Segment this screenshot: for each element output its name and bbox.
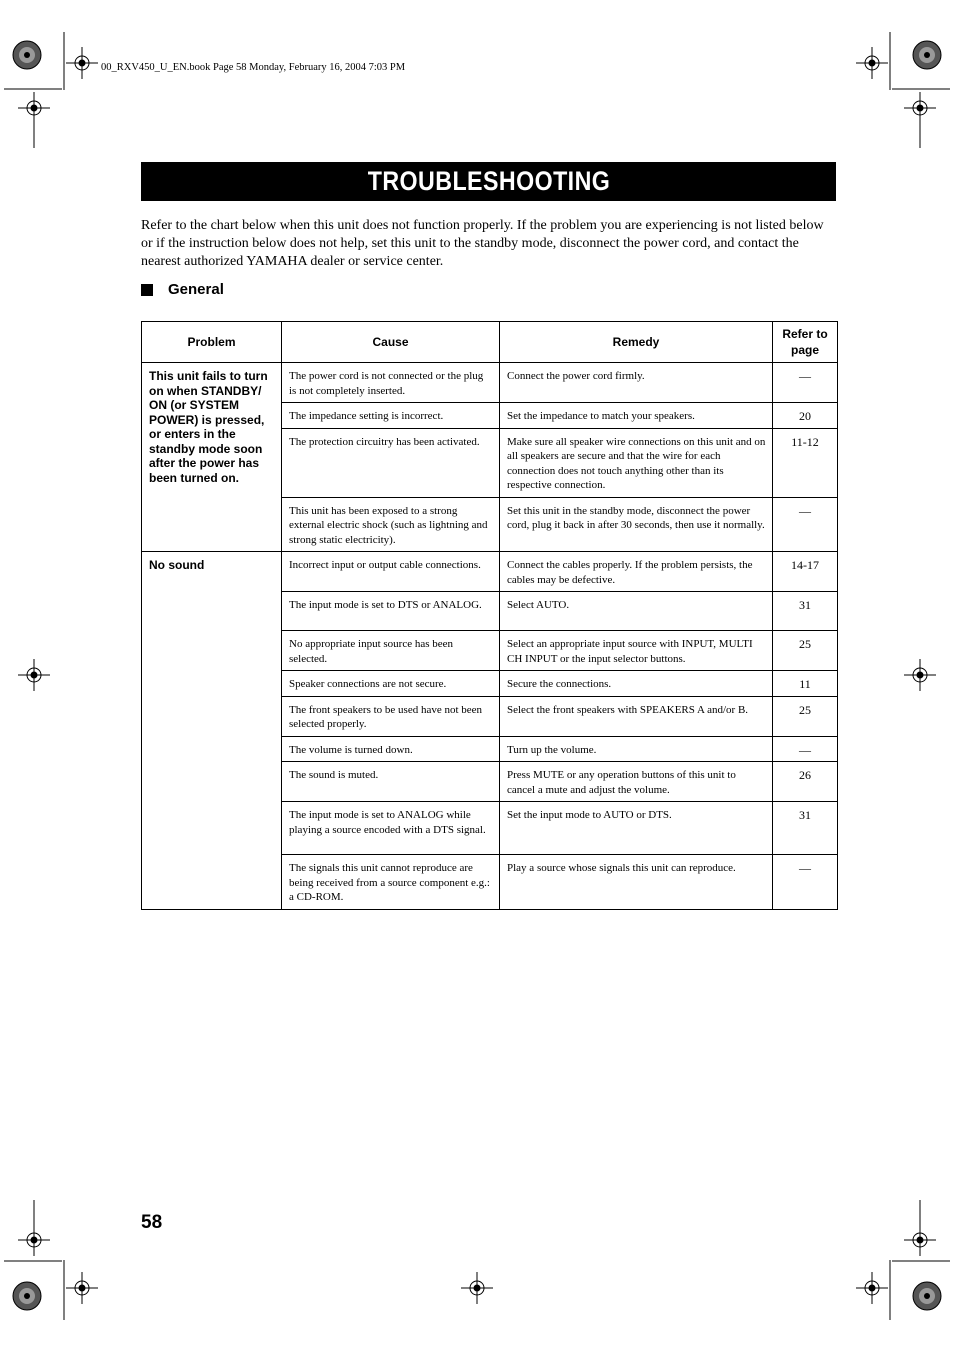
header-refer-to-page: Refer to page <box>773 322 838 363</box>
problem-text: This unit fails to turn on when STANDBY/ ON (or SYSTEM POWER) is pressed, or enters in the standby mode soon after the power has been turned on. <box>149 369 268 485</box>
header-problem: Problem <box>142 322 282 363</box>
remedy-text: Play a source whose signals this unit can reproduce. <box>507 862 736 874</box>
cause-text: This unit has been exposed to a strong external electric shock (such as lightning and strong static electricity). <box>289 504 488 546</box>
remedy-text: Secure the connections. <box>507 678 612 690</box>
remedy-text: Select an appropriate input source with INPUT, MULTI CH INPUT or the input selector buttons. <box>507 638 753 665</box>
cause-cell <box>282 696 500 736</box>
ref-cell <box>773 497 838 552</box>
cause-cell <box>282 802 500 855</box>
cause-cell <box>282 762 500 802</box>
cause-text: No appropriate input source has been selected. <box>289 638 454 665</box>
remedy-text: Set this unit in the standby mode, disconnect the power cord, plug it back in after 30 seconds, then use it normally. <box>507 504 765 531</box>
cause-text: Speaker connections are not secure. <box>289 678 447 690</box>
header-cause: Cause <box>282 322 500 363</box>
table-row <box>142 552 838 592</box>
remedy-cell <box>500 671 773 697</box>
remedy-cell <box>500 497 773 552</box>
ref-page: — <box>799 861 811 875</box>
ref-cell <box>773 403 838 429</box>
ref-page: 31 <box>799 598 811 612</box>
table-header-row <box>142 322 838 363</box>
ref-cell <box>773 363 838 403</box>
table-row <box>142 363 838 403</box>
remedy-cell <box>500 696 773 736</box>
cause-text: The power cord is not connected or the plug is not completely inserted. <box>289 370 484 397</box>
ref-page: 31 <box>799 808 811 822</box>
cause-cell <box>282 736 500 762</box>
ref-cell <box>773 428 838 497</box>
cause-cell <box>282 671 500 697</box>
ref-cell <box>773 696 838 736</box>
ref-cell <box>773 855 838 910</box>
cause-text: The input mode is set to DTS or ANALOG. <box>289 599 482 611</box>
cause-cell <box>282 592 500 631</box>
ref-page: 25 <box>799 702 811 717</box>
ref-cell <box>773 762 838 802</box>
remedy-cell <box>500 592 773 631</box>
ref-cell <box>773 592 838 631</box>
ref-page: — <box>799 503 811 518</box>
ref-page: 26 <box>799 768 811 782</box>
ref-cell <box>773 736 838 762</box>
print-header-info: 00_RXV450_U_EN.book Page 58 Monday, February 16, 2004 7:03 PM <box>101 62 406 73</box>
ref-cell <box>773 802 838 855</box>
remedy-text: Make sure all speaker wire connections on this unit and on all speakers are secure and that the wire for each connection does not touch anything other than its respective connection. <box>507 435 766 491</box>
remedy-text: Set the impedance to match your speakers. <box>507 410 695 422</box>
ref-page: 20 <box>799 409 811 423</box>
page-number: 58 <box>141 1212 163 1233</box>
remedy-cell <box>500 363 773 403</box>
ref-page: 11 <box>799 677 811 691</box>
remedy-cell <box>500 403 773 429</box>
problem-cell <box>142 552 282 910</box>
cause-cell <box>282 497 500 552</box>
cause-text: The protection circuitry has been activated. <box>289 435 480 448</box>
remedy-cell <box>500 736 773 762</box>
cause-cell <box>282 552 500 592</box>
ref-cell <box>773 631 838 671</box>
remedy-text: Connect the power cord firmly. <box>507 370 645 382</box>
remedy-text: Connect the cables properly. If the problem persists, the cables may be defective. <box>507 559 753 586</box>
cause-text: The impedance setting is incorrect. <box>289 410 444 422</box>
cause-text: The volume is turned down. <box>289 743 413 756</box>
remedy-text: Set the input mode to AUTO or DTS. <box>507 809 672 821</box>
ref-page: 25 <box>799 637 811 651</box>
remedy-text: Press MUTE or any operation buttons of this unit to cancel a mute and adjust the volume. <box>507 769 736 796</box>
cause-text: The sound is muted. <box>289 769 379 781</box>
cause-cell <box>282 363 500 403</box>
problem-text: No sound <box>149 558 205 572</box>
cause-cell <box>282 428 500 497</box>
cause-text: The front speakers to be used have not been selected properly. <box>289 703 483 730</box>
remedy-cell <box>500 428 773 497</box>
page-title-bar <box>141 162 836 201</box>
section-heading <box>141 281 224 298</box>
intro-paragraph: Refer to the chart below when this unit does not function properly. If the problem you are experiencing is not listed below or if the instruction below does not help, set this unit to the standby mode, disconnect the power cord, and contact the nearest authorized YAMAHA dealer or service center. <box>141 218 824 269</box>
page-title: TROUBLESHOOTING <box>367 166 610 196</box>
cause-cell <box>282 403 500 429</box>
section-heading-text: General <box>168 281 224 298</box>
ref-cell <box>773 552 838 592</box>
ref-page: — <box>799 369 811 383</box>
ref-cell <box>773 671 838 697</box>
cause-text: The signals this unit cannot reproduce are being received from a source component e.g.: a CD-ROM. <box>289 862 490 903</box>
remedy-text: Select the front speakers with SPEAKERS A and/or B. <box>507 703 749 716</box>
remedy-text: Turn up the volume. <box>507 743 597 756</box>
remedy-text: Select AUTO. <box>507 599 570 611</box>
problem-cell <box>142 363 282 552</box>
cause-text: The input mode is set to ANALOG while playing a source encoded with a DTS signal. <box>289 809 486 836</box>
ref-page: 11-12 <box>791 434 819 449</box>
troubleshooting-table <box>141 321 838 910</box>
ref-page: 14-17 <box>791 558 819 572</box>
cause-cell <box>282 855 500 910</box>
ref-page: — <box>799 742 811 757</box>
remedy-cell <box>500 855 773 910</box>
remedy-cell <box>500 552 773 592</box>
cause-cell <box>282 631 500 671</box>
remedy-cell <box>500 802 773 855</box>
remedy-cell <box>500 762 773 802</box>
square-bullet-icon <box>141 284 153 296</box>
header-remedy: Remedy <box>500 322 773 363</box>
cause-text: Incorrect input or output cable connections. <box>289 559 481 571</box>
remedy-cell <box>500 631 773 671</box>
